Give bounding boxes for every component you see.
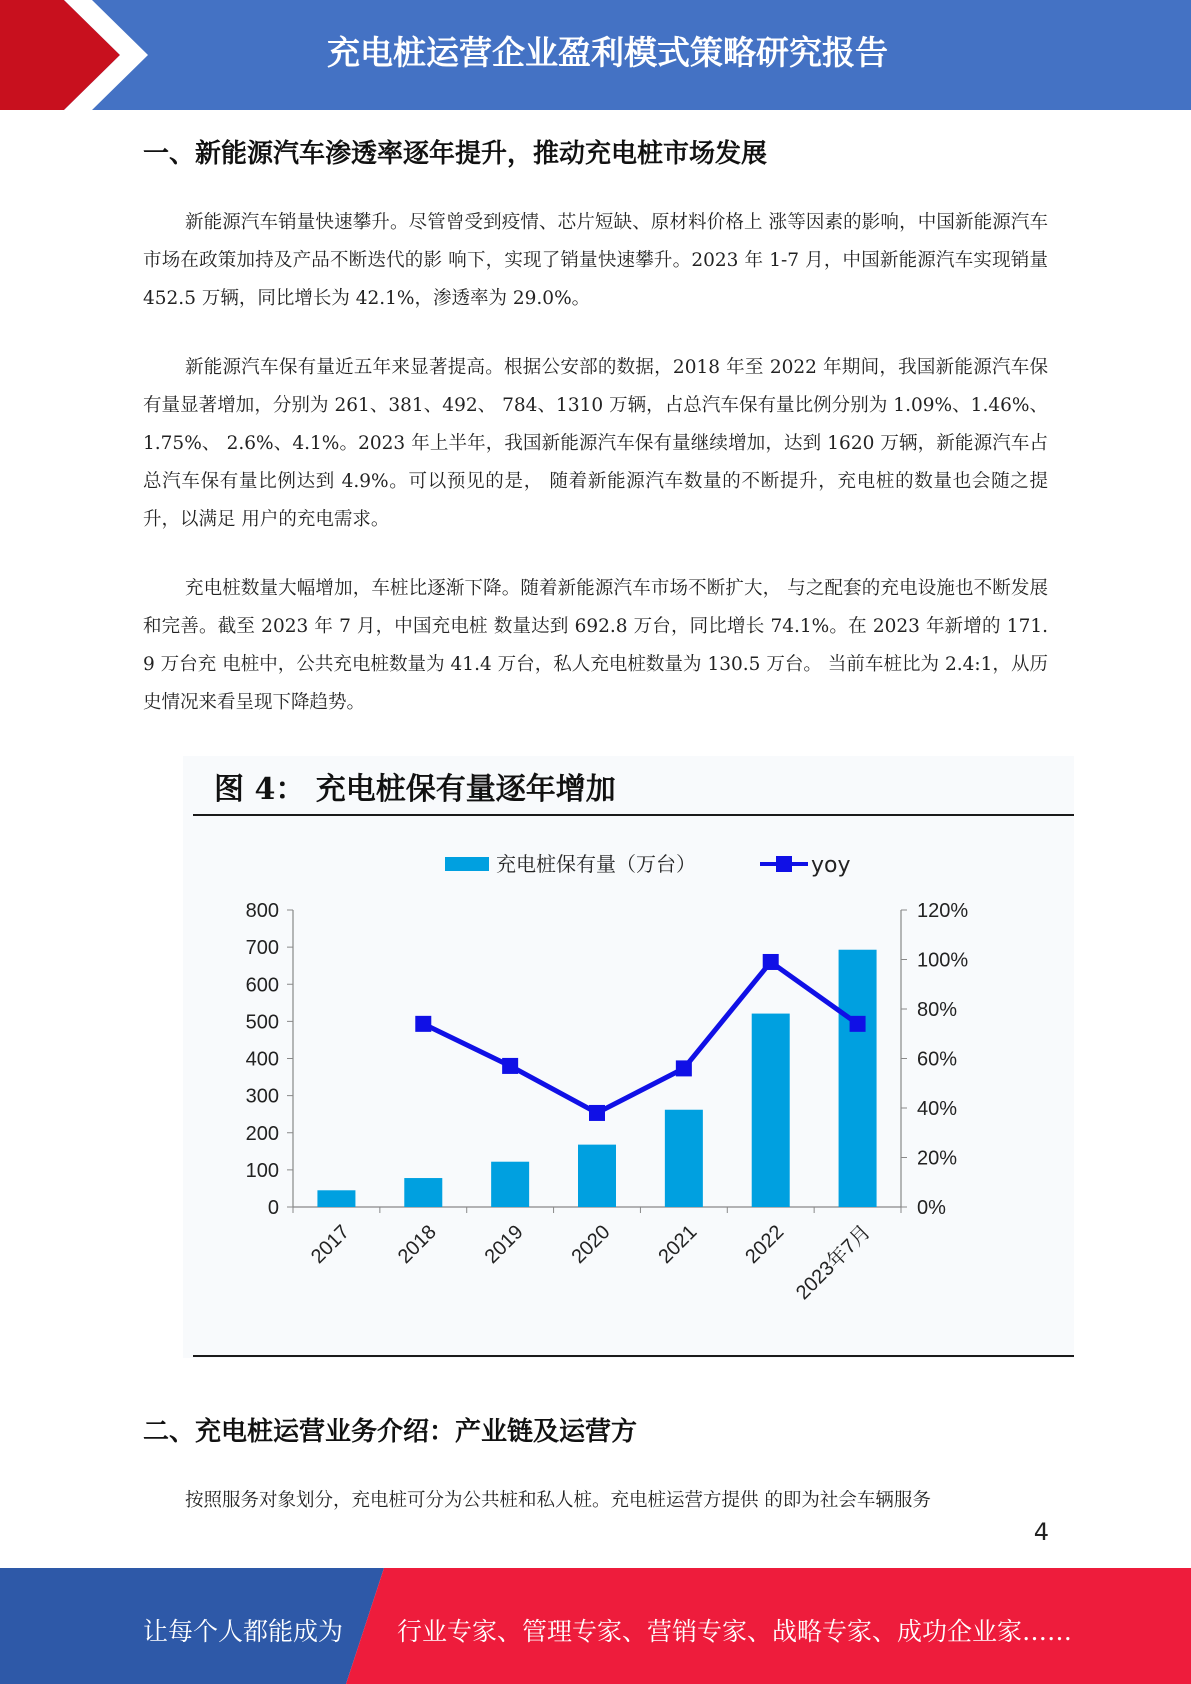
x-tick-label: 2017	[306, 1220, 354, 1269]
section-heading-1: 一、新能源汽车渗透率逐年提升，推动充电桩市场发展	[143, 139, 768, 169]
left-tick-label: 100	[245, 1159, 279, 1182]
paragraph-service-types: 按照服务对象划分，充电桩可分为公共桩和私人桩。充电桩运营方提供 的即为社会车辆服务	[185, 1490, 931, 1511]
bar-2020	[578, 1145, 616, 1207]
yoy-point-2021	[676, 1060, 692, 1076]
yoy-point-2018	[415, 1016, 431, 1032]
right-tick-label: 80%	[917, 999, 958, 1021]
chart-bars	[317, 950, 876, 1207]
footer-slogan-right: 行业专家、管理专家、营销专家、战略专家、成功企业家……	[397, 1617, 1073, 1646]
right-tick-label: 120%	[917, 900, 969, 922]
left-tick-label: 200	[245, 1122, 279, 1145]
x-tick-label: 2021	[654, 1220, 702, 1269]
page-number: 4	[1033, 1518, 1049, 1546]
chart-yoy-line	[415, 954, 865, 1121]
paragraph-sales-growth: 新能源汽车销量快速攀升。尽管曾受到疫情、芯片短缺、原材料价格上 涨等因素的影响，中国新能源汽车市场在政策加持及产品不断迭代的影 响下，实现了销量快速攀升。2023 年 1-7 月，中国新能源汽车实现销量 452.5 万辆，同比增长为 42.1%，渗透率为 29.0%。	[143, 212, 1048, 309]
left-tick-label: 400	[245, 1048, 279, 1071]
section-heading-2: 二、充电桩运营业务介绍：产业链及运营方	[143, 1417, 638, 1447]
x-tick-label: 2022	[741, 1220, 789, 1269]
paragraph-charging-pile-count: 充电桩数量大幅增加，车桩比逐渐下降。随着新能源汽车市场不断扩大， 与之配套的充电设施也不断发展和完善。截至 2023 年 7 月，中国充电桩 数量达到 692.8 万台，同比增长 74.1%。在 2023 年新增的 171.9 万台充 电桩中，公共充电桩数量为 41.4 万台，私人充电桩数量为 130.5 万台。 当前车桩比为 2.4:1，从历史情况来看呈现下降趋势。	[143, 578, 1048, 713]
yoy-point-2020	[589, 1105, 605, 1121]
bar-2022	[752, 1014, 790, 1207]
figure-title: 图 4： 充电桩保有量逐年增加	[214, 772, 616, 807]
yoy-line-path	[423, 962, 857, 1113]
chart-x-labels	[307, 1220, 875, 1304]
bar-2017	[317, 1190, 355, 1207]
x-tick-label: 2019	[480, 1220, 528, 1269]
x-tick-label: 2023年7月	[791, 1220, 876, 1305]
x-tick-label: 2018	[393, 1220, 441, 1269]
left-tick-label: 800	[245, 900, 279, 922]
left-tick-label: 300	[245, 1085, 279, 1108]
yoy-point-2023年7月	[850, 1016, 866, 1032]
bar-2018	[404, 1178, 442, 1207]
chart-legend	[445, 852, 851, 878]
left-tick-label: 0	[267, 1197, 279, 1219]
page-header	[0, 0, 1191, 110]
bar-2019	[491, 1162, 529, 1207]
left-tick-label: 600	[245, 974, 279, 997]
legend-label-line: yoy	[811, 853, 851, 878]
yoy-point-2019	[502, 1058, 518, 1074]
legend-line-marker	[776, 856, 792, 872]
legend-bar-swatch	[445, 857, 489, 871]
figure-bottom-rule	[193, 1355, 1074, 1357]
paragraph-vehicle-ownership: 新能源汽车保有量近五年来显著提高。根据公安部的数据，2018 年至 2022 年期间，我国新能源汽车保有量显著增加，分别为 261、381、492、 784、1310 万辆，占总汽车保有量比例分别为 1.09%、1.46%、1.75%、 2.6%、4.1%。2023 年上半年，我国新能源汽车保有量继续增加，达到 1620 万辆，新能源汽车占总汽车保有量比例达到 4.9%。可以预见的是， 随着新能源汽车数量的不断提升，充电桩的数量也会随之提升，以满足 用户的充电需求。	[143, 357, 1048, 530]
yoy-point-2022	[763, 954, 779, 970]
bar-2021	[665, 1110, 703, 1207]
footer-slogan-left: 让每个人都能成为	[143, 1617, 344, 1646]
x-tick-label: 2020	[567, 1220, 615, 1269]
left-tick-label: 500	[245, 1011, 279, 1034]
legend-label-bar: 充电桩保有量（万台）	[496, 852, 696, 876]
right-tick-label: 0%	[917, 1197, 946, 1219]
right-tick-label: 20%	[917, 1147, 958, 1170]
right-tick-label: 100%	[917, 949, 969, 972]
left-tick-label: 700	[245, 937, 279, 960]
figure-top-rule	[193, 814, 1074, 816]
bar-2023年7月	[839, 950, 877, 1207]
charging-pile-chart	[183, 820, 1074, 1352]
report-title: 充电桩运营企业盈利模式策略研究报告	[327, 33, 888, 72]
right-tick-label: 40%	[917, 1098, 958, 1120]
right-tick-label: 60%	[917, 1048, 958, 1071]
